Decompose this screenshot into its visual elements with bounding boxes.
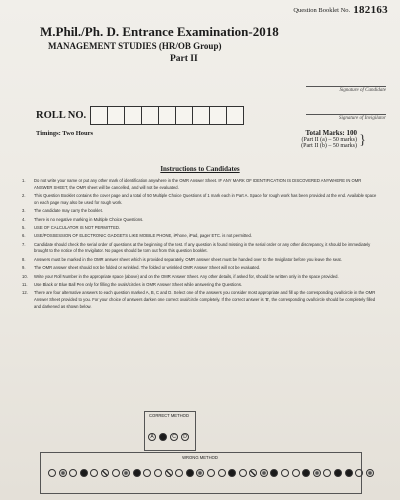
marks-summary xyxy=(301,129,357,149)
omr-wrong-bubble xyxy=(101,469,109,477)
omr-wrong-bubble xyxy=(302,469,310,477)
marks-brace: } xyxy=(359,133,366,148)
omr-wrong-bubble xyxy=(59,469,67,477)
omr-wrong-bubble xyxy=(133,469,141,477)
roll-digit-box[interactable] xyxy=(158,106,176,125)
instruction-number: 4. xyxy=(22,216,26,222)
roll-digit-box[interactable] xyxy=(192,106,210,125)
instruction-item xyxy=(22,193,378,206)
instruction-number: 3. xyxy=(22,208,26,214)
candidate-signature-line xyxy=(306,86,386,87)
omr-wrong-bubble xyxy=(292,469,300,477)
omr-wrong-bubble xyxy=(207,469,215,477)
instruction-number: 7. xyxy=(22,241,26,247)
exam-title: M.Phil./Ph. D. Entrance Examination-2018 xyxy=(40,24,279,39)
omr-wrong-bubble xyxy=(80,469,88,477)
instruction-text: There are four alternative answers to each question marked A, B, C and D. Select one of the answers you consider most appropriate and fill up the corresponding oval/circle in the OMR Answer Sheet provided to you. For your choice of answers darken one correct oval/circle completely. If the correct answer is 'B', the corresponding oval/circle should be completely filled and darkened as shown below. xyxy=(34,290,376,309)
instruction-item xyxy=(22,233,378,240)
omr-bubble: A xyxy=(148,433,156,441)
instruction-text: USE OF CALCULATOR IS NOT PERMITTED. xyxy=(34,224,121,230)
instruction-number: 11. xyxy=(22,282,28,288)
instruction-text: USE/POSSESSION OF ELECTRONIC GADGETS LIKE MOBILE PHONE, iPhone, iPad, pager ETC. is not permitted. xyxy=(34,233,253,239)
omr-wrong-bubble xyxy=(48,469,56,477)
instruction-number: 10. xyxy=(22,273,28,279)
wrong-method-bubbles xyxy=(48,469,374,477)
omr-wrong-bubble xyxy=(90,469,98,477)
instruction-text: The OMR answer sheet should not be folded or wrinkled. The folded or wrinkled OMR Answer Sheet will not be evaluated. xyxy=(34,265,261,271)
omr-wrong-bubble xyxy=(345,469,353,477)
instruction-item xyxy=(22,290,378,310)
omr-wrong-bubble xyxy=(186,469,194,477)
omr-wrong-bubble xyxy=(239,469,247,477)
roll-digit-box[interactable] xyxy=(226,106,244,125)
omr-wrong-bubble xyxy=(366,469,374,477)
omr-wrong-bubble xyxy=(228,469,236,477)
roll-digit-box[interactable] xyxy=(175,106,193,125)
instruction-item xyxy=(22,217,378,224)
omr-wrong-bubble xyxy=(122,469,130,477)
total-marks: Total Marks: 100 xyxy=(305,129,357,137)
booklet-number-label: Question Booklet No. xyxy=(293,6,351,14)
timings: Timings: Two Hours xyxy=(36,130,94,137)
omr-wrong-bubble xyxy=(249,469,257,477)
instruction-text: Do not write your name or put any other mark of identification anywhere in the OMR Answer Sheet. IF ANY MARK OF IDENTIFICATION IS DISCOVERED ANYWHERE IN OMR ANSWER SHEET, the OMR sheet will be cancelled, and will not be evaluated. xyxy=(34,178,362,190)
instruction-number: 5. xyxy=(22,224,26,230)
roll-number-boxes xyxy=(90,106,243,125)
omr-wrong-bubble xyxy=(334,469,342,477)
instruction-item xyxy=(22,265,378,272)
omr-wrong-bubble xyxy=(218,469,226,477)
omr-wrong-bubble xyxy=(355,469,363,477)
omr-wrong-bubble xyxy=(281,469,289,477)
roll-number-label: ROLL NO. xyxy=(36,110,87,121)
exam-subtitle: MANAGEMENT STUDIES (HR/OB Group) xyxy=(48,41,222,51)
exam-part: Part II xyxy=(170,54,198,64)
roll-digit-box[interactable] xyxy=(124,106,142,125)
omr-wrong-bubble xyxy=(112,469,120,477)
roll-digit-box[interactable] xyxy=(209,106,227,125)
omr-wrong-bubble xyxy=(165,469,173,477)
omr-wrong-bubble xyxy=(154,469,162,477)
omr-wrong-bubble xyxy=(323,469,331,477)
omr-wrong-bubble xyxy=(143,469,151,477)
instruction-text: Candidate should check the serial order of questions at the beginning of the test. If any question is found missing in the serial order or any other discrepancy, it should be immediately brought to the notice of the Invigilator. No pages should be torn out from this question booklet. xyxy=(34,241,371,254)
omr-bubble: C xyxy=(170,433,178,441)
instruction-number: 9. xyxy=(22,265,26,271)
instructions-heading: Instructions to Candidates xyxy=(160,165,240,173)
instruction-text: Write your Roll Number in the appropriate space (above) and on the OMR Answer Sheet. Any other details, if asked for, should be written only in the space provided. xyxy=(34,273,339,279)
instructions-list xyxy=(22,178,378,312)
instruction-item xyxy=(22,282,378,289)
instruction-number: 8. xyxy=(22,256,26,262)
instruction-item xyxy=(22,242,378,255)
omr-wrong-bubble xyxy=(270,469,278,477)
correct-method-label: CORRECT METHOD xyxy=(149,413,189,418)
instruction-number: 6. xyxy=(22,233,26,239)
omr-wrong-bubble xyxy=(260,469,268,477)
instruction-number: 1. xyxy=(22,178,26,183)
roll-digit-box[interactable] xyxy=(90,106,108,125)
roll-digit-box[interactable] xyxy=(141,106,159,125)
instruction-item xyxy=(22,208,378,215)
correct-method-bubbles xyxy=(148,433,189,441)
omr-bubble xyxy=(159,433,167,441)
omr-bubble: D xyxy=(181,433,189,441)
part-b-marks: (Part II (b) – 50 marks) xyxy=(301,143,357,149)
wrong-method-label: WRONG METHOD xyxy=(182,455,218,460)
instruction-number: 2. xyxy=(22,193,26,199)
omr-wrong-bubble xyxy=(313,469,321,477)
instruction-text: This Question Booklet contains the cover page and a total of 50 Multiple Choice Questions of 1 mark each in Part A. Space for rough work has been provided at the end. Available space on each page may also be used for rough work. xyxy=(34,193,377,205)
instruction-text: Use Black or Blue Ball Pen only for filling the ovals/circles in OMR Answer Sheet while answering the Questions. xyxy=(34,282,243,288)
roll-digit-box[interactable] xyxy=(107,106,125,125)
instruction-text: Answers must be marked in the OMR answer sheet which is provided separately. OMR answer sheet must be handed over to the Invigilator before you leave the seat. xyxy=(34,256,342,262)
invigilator-signature-line xyxy=(306,114,386,115)
omr-wrong-bubble xyxy=(175,469,183,477)
instruction-text: There is no negative marking in Multiple Choice Questions. xyxy=(34,216,144,222)
booklet-number xyxy=(293,4,388,16)
candidate-signature-label: Signature of Candidate xyxy=(339,88,386,93)
roll-number xyxy=(36,106,243,125)
instruction-item xyxy=(22,274,378,281)
instruction-item xyxy=(22,257,378,264)
omr-wrong-bubble xyxy=(196,469,204,477)
booklet-number-value: 182163 xyxy=(353,4,388,16)
instruction-item xyxy=(22,178,378,191)
instruction-text: The candidate may carry the booklet. xyxy=(34,208,103,214)
omr-wrong-bubble xyxy=(69,469,77,477)
invigilator-signature-label: Signature of Invigilator xyxy=(338,116,386,121)
instruction-item xyxy=(22,225,378,232)
part-a-marks: (Part II (a) – 50 marks) xyxy=(301,137,357,143)
instruction-number: 12. xyxy=(22,290,28,296)
